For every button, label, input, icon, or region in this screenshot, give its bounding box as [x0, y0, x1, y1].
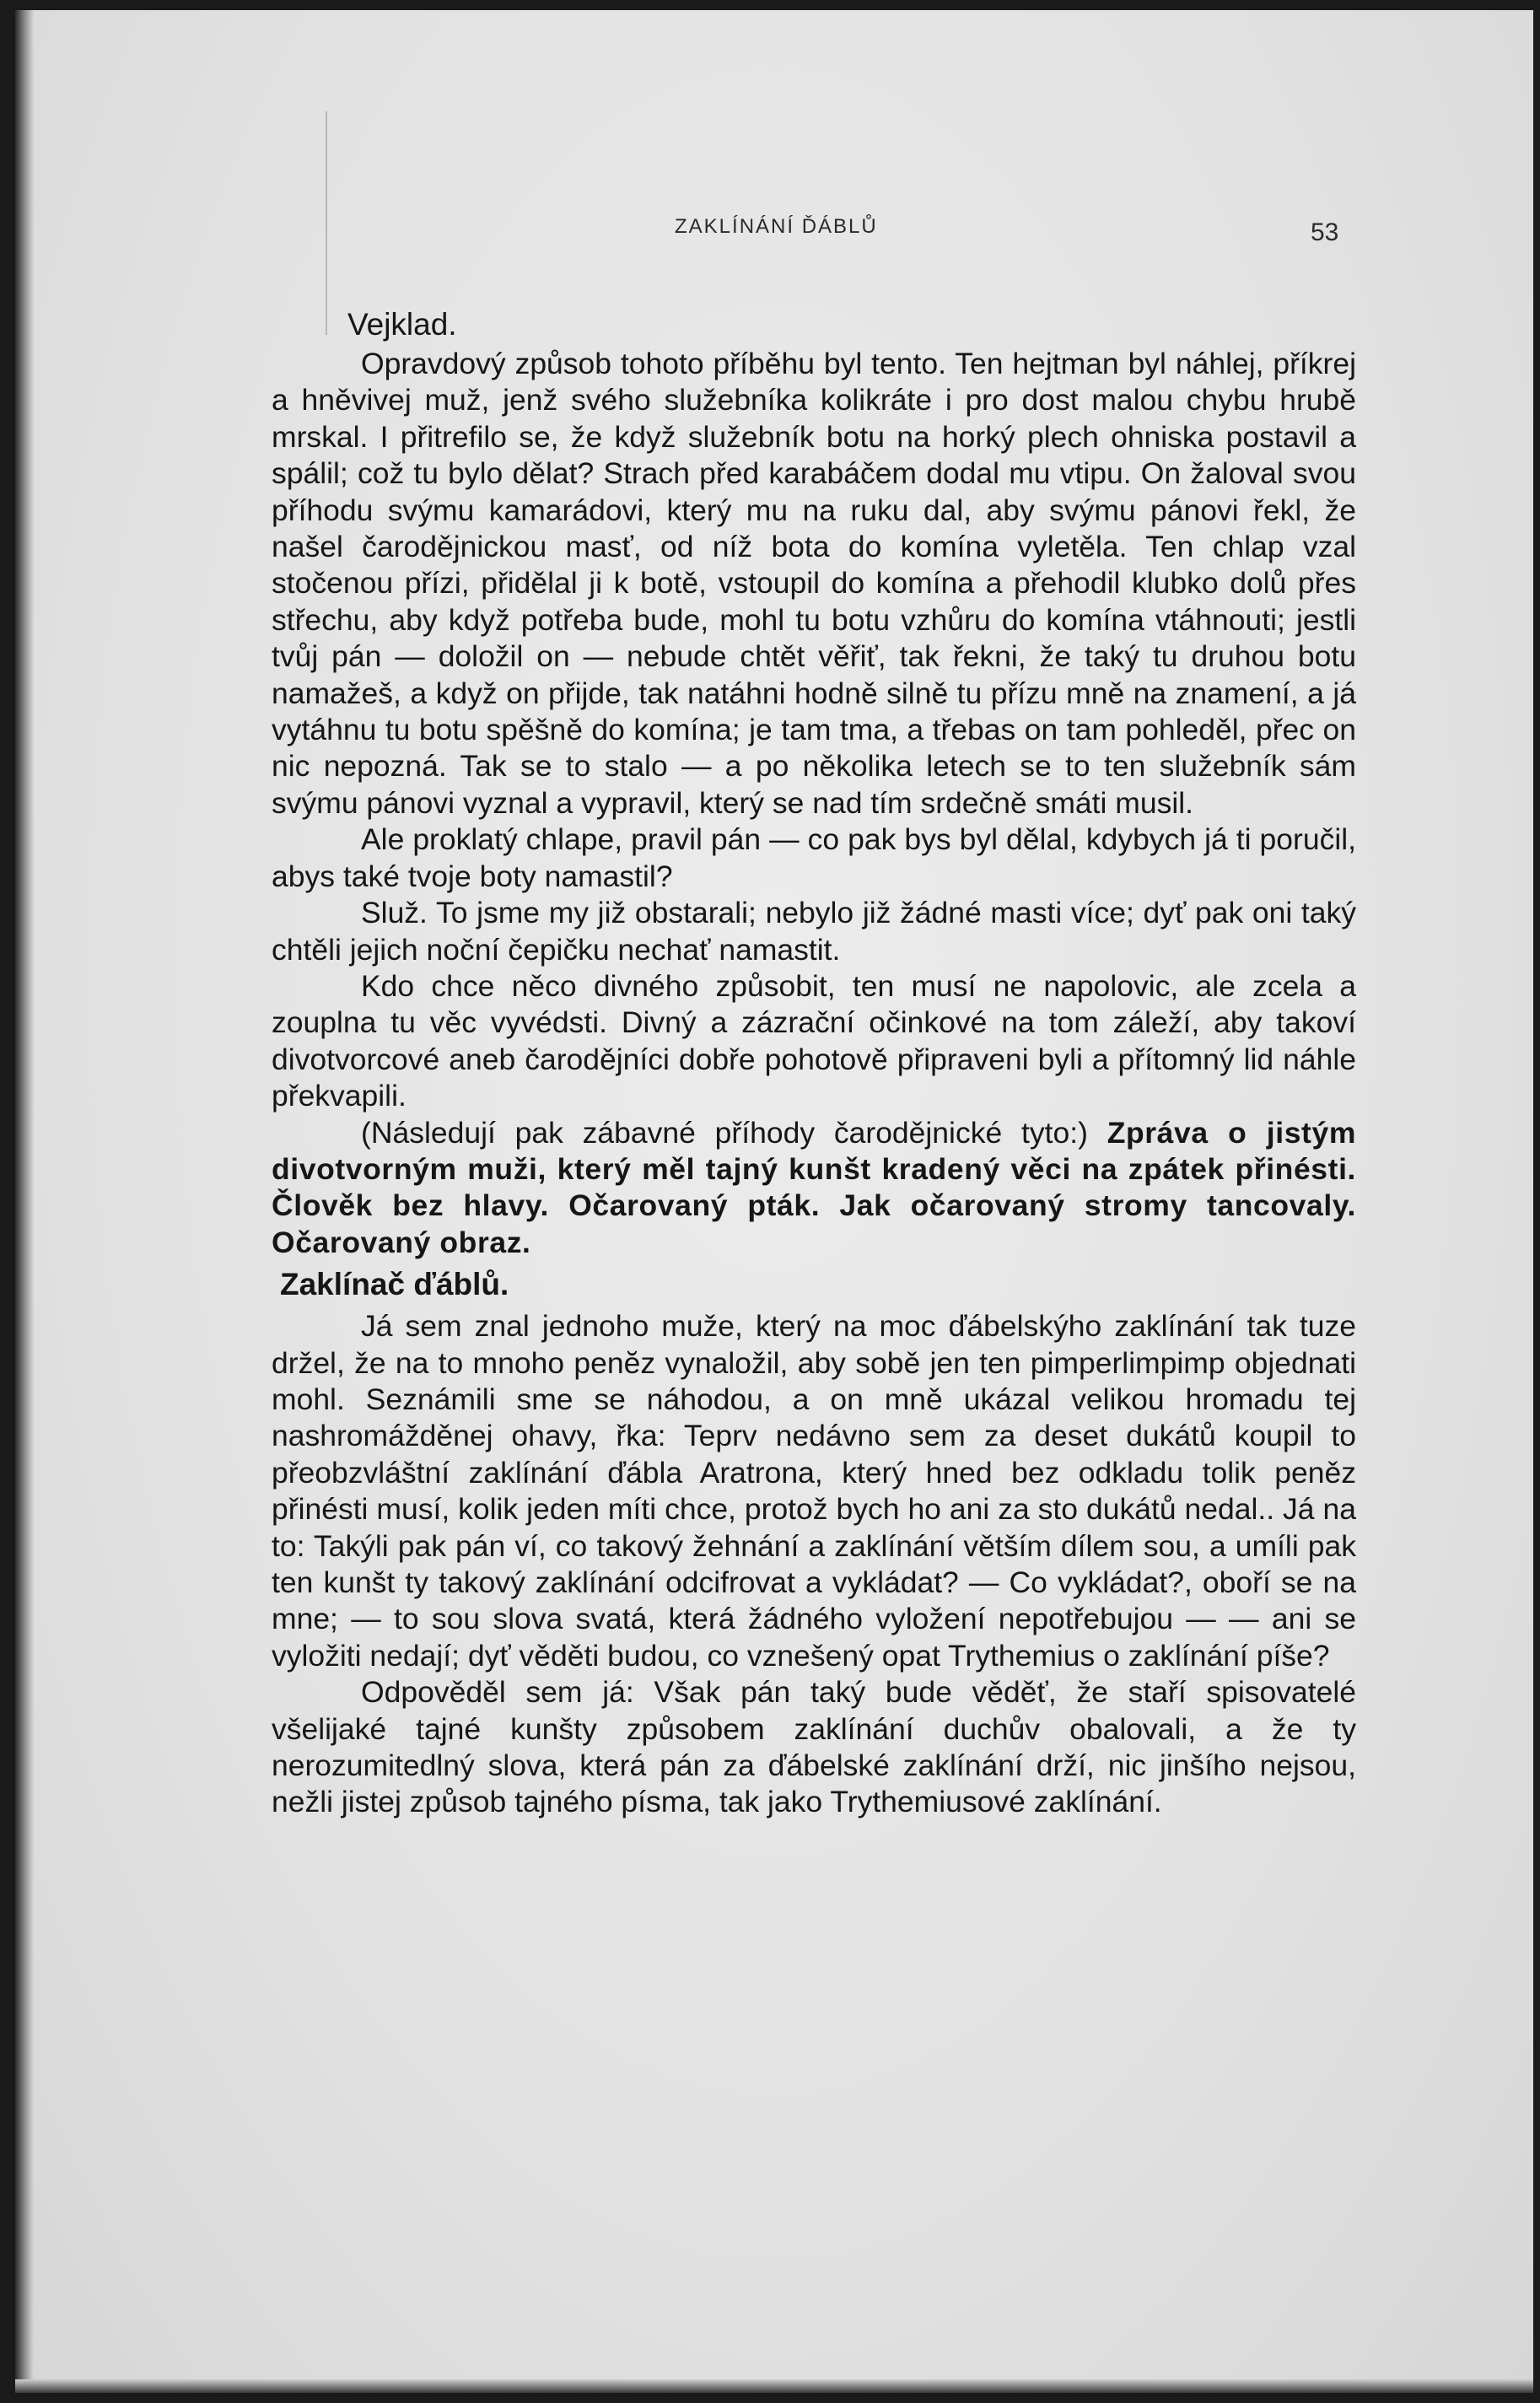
paragraph-closing	[272, 1115, 1356, 1262]
book-spine-shadow	[15, 10, 34, 2393]
paragraph: Ale proklatý chlape, pravil pán — co pak bys byl dělal, kdybych já ti poručil, abys také tvoje boty namastil?	[272, 822, 1356, 893]
closing-intro: (Následují pak zábavné příhody čarodějnické tyto:)	[361, 1115, 1107, 1150]
closing-bold-list: Zpráva o jistým divotvorným muži, který měl tajný kunšt kradený věci na zpátek přinésti. Člověk bez hlavy. Očarovaný pták. Jak očarovaný stromy tancovaly. Očarovaný obraz.	[272, 1115, 1356, 1259]
body-text	[272, 304, 1356, 1821]
running-title: ZAKLÍNÁNÍ ĎÁBLŮ	[675, 215, 878, 238]
paragraph: Opravdový způsob tohoto příběhu byl tento. Ten hejtman byl náhlej, příkrej a hněvivej muž, jenž svého služebníka kolikráte i pro dost malou chybu hrubě mrskal. I přitrefilo se, že když služebník botu na horký plech ohniska postavil a spálil; což tu bylo dělat? Strach před karabáčem dodal mu vtipu. On žaloval svou příhodu svýmu kamarádovi, který mu na ruku dal, aby svýmu pánovi řekl, že našel čarodějnickou masť, od níž bota do komína vyletěla. Ten chlap vzal stočenou přízi, přidělal ji k botě, vstoupil do komína a přehodil klubko dolů přes střechu, aby když potřeba bude, mohl tu botu vzhůru do komína vtáhnouti; jestli tvůj pán — doložil on — nebude chtět věřiť, tak řekni, že taký tu druhou botu namažeš, a když on přijde, tak natáhni hodně silně tu přízu mně na znamení, a já vytáhnu tu botu spěšně do komína; je tam tma, a třebas on tam pohleděl, přec on nic nepozná. Tak se to stalo — a po několika letech se to ten služebník sám svýmu pánovi vyznal a vypravil, který se nad tím srdečně smáti musil.	[272, 347, 1356, 820]
page-bottom-edge	[15, 2379, 1533, 2393]
paragraph: Já sem znal jednoho muže, který na moc ďábelskýho zaklínání tak tuze držel, že na to mnoho penĕz vynaložil, aby sobě jen ten pimperlimpimp objednati mohl. Seznámili sme se náhodou, a on mně ukázal velikou hromadu tej nashromážděnej ohavy, řka: Teprv nedávno sem za deset dukátů koupil to přeobzvláštní zaklínání ďábla Aratrona, který hned bez odkladu tolik peněz přinésti musí, kolik jeden míti chce, protož bych ho ani za sto dukátů nedal.. Já na to: Takýli pak pán ví, co takový žehnání a zaklínání větším dílem sou, a umíli pak ten kunšt ty takový zaklínání odcifrovat a vykládat? — Co vykládat?, oboří se na mne; — to sou slova svatá, která žádného vyložení nepotřebujou — — ani se vyložiti nedají; dyť věděti budou, co vznešený opat Trythemius o zaklínání píše?	[272, 1309, 1356, 1673]
section-title-zaklinac: Zaklínač ďáblů.	[280, 1267, 509, 1302]
running-head	[15, 215, 1533, 249]
paragraph: Kdo chce něco divného způsobit, ten musí ne napolovic, ale zcela a zouplna tu věc vyvédsti. Divný a zázrační očinkové na tom záleží, aby takoví divotvorcové aneb čarodějníci dobře pohotově připraveni byli a přítomný lid náhle překvapili.	[272, 968, 1356, 1113]
paragraph: Odpověděl sem já: Však pán taký bude věděť, že staří spisovatelé všelijaké tajné kunšty způsobem zaklínání duchův obalovali, a že ty nerozumitedlný slova, která pán za ďábelské zaklínání drží, nic jinšího nejsou, nežli jistej způsob tajného písma, tak jako Trythemiusové zaklínání.	[272, 1675, 1356, 1819]
scanned-page	[15, 10, 1533, 2393]
page-number: 53	[1311, 218, 1339, 246]
paragraph: Služ. To jsme my již obstarali; nebylo již žádné masti více; dyť pak oni taký chtěli jejich noční čepičku nechať namastit.	[272, 896, 1356, 967]
section-title-vejklad: Vejklad.	[347, 307, 457, 342]
